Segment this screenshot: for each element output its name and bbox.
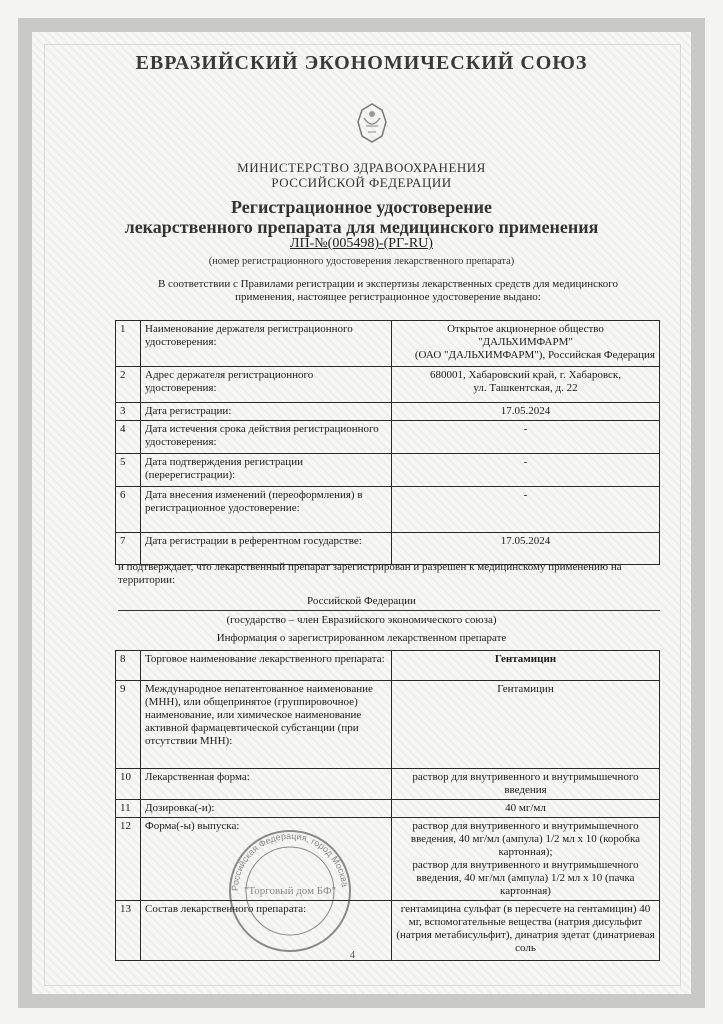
table-row (116, 651, 660, 681)
row-number: 3 (116, 403, 141, 421)
row-value: Гентамицин (392, 681, 660, 769)
table-row (116, 454, 660, 487)
table-row (116, 818, 660, 901)
row-value: - (392, 421, 660, 454)
ministry-name (0, 160, 723, 190)
row-label: Международное непатентованное наименование (МНН), или общепринятое (группировочное) наименование, или химическое наименование активной фармацевтической субстанции (при отсутствии МНН): (141, 681, 392, 769)
table-row (116, 533, 660, 565)
row-value: гентамицина сульфат (в пересчете на гентамицин) 40 мг, вспомогательные вещества (натрия дисульфит (натрия метабисульфит), динатрия эдетат (динатриевая соль (392, 901, 660, 961)
row-value: 17.05.2024 (392, 533, 660, 565)
registration-number-caption: (номер регистрационного удостоверения лекарственного препарата) (208, 256, 515, 267)
ministry-line1: МИНИСТЕРСТВО ЗДРАВООХРАНЕНИЯ (237, 160, 486, 175)
table-row (116, 321, 660, 367)
row-number: 11 (116, 800, 141, 818)
row-value: - (392, 454, 660, 487)
country-caption: (государство – член Евразийского экономического союза) (226, 614, 497, 626)
row-label: Дата внесения изменений (переоформления) в регистрационное удостоверение: (141, 487, 392, 533)
row-number: 9 (116, 681, 141, 769)
row-number: 13 (116, 901, 141, 961)
table-row (116, 681, 660, 769)
row-label: Форма(-ы) выпуска: (141, 818, 392, 901)
svg-text:"Торговый дом БФ": "Торговый дом БФ" (243, 885, 337, 897)
row-label: Дата истечения срока действия регистрационного удостоверения: (141, 421, 392, 454)
page-number: 4 (350, 950, 355, 961)
table-row (116, 901, 660, 961)
registration-number: ЛП-№(005498)-(РГ-RU) (290, 236, 433, 251)
row-label: Дата регистрации в референтном государстве: (141, 533, 392, 565)
row-label: Лекарственная форма: (141, 769, 392, 800)
row-number: 4 (116, 421, 141, 454)
row-label: Дата подтверждения регистрации (перерегистрации): (141, 454, 392, 487)
row-label: Дозировка(-и): (141, 800, 392, 818)
row-number: 10 (116, 769, 141, 800)
row-value: раствор для внутривенного и внутримышечного введения, 40 мг/мл (ампула) 1/2 мл х 10 (коробка картонная); раствор для внутривенного и внутримышечного введения, 40 мг/мл (ампула) 1/2 мл х 10 (пачка картонная) (392, 818, 660, 901)
table-row (116, 769, 660, 800)
company-stamp (225, 826, 355, 956)
drug-info-title: Информация о зарегистрированном лекарственном препарате (216, 632, 507, 644)
ministry-line2: РОССИЙСКОЙ ФЕДЕРАЦИИ (271, 175, 452, 190)
row-number: 12 (116, 818, 141, 901)
union-title: ЕВРАЗИЙСКИЙ ЭКОНОМИЧЕСКИЙ СОЮЗ (135, 52, 588, 74)
row-number: 2 (116, 367, 141, 403)
certificate-title (0, 197, 723, 237)
table-row (116, 487, 660, 533)
table-row (116, 421, 660, 454)
row-number: 5 (116, 454, 141, 487)
table-row (116, 403, 660, 421)
row-value: - (392, 487, 660, 533)
row-label: Наименование держателя регистрационного удостоверения: (141, 321, 392, 367)
svg-text:Российская Федерация, город Мо: Российская Федерация, город Москва (229, 830, 350, 892)
row-label: Торговое наименование лекарственного препарата: (141, 651, 392, 681)
row-number: 8 (116, 651, 141, 681)
table-row (116, 367, 660, 403)
row-label: Состав лекарственного препарата: (141, 901, 392, 961)
country-underline (118, 610, 660, 611)
row-number: 1 (116, 321, 141, 367)
row-label: Дата регистрации: (141, 403, 392, 421)
row-label: Адрес держателя регистрационного удостоверения: (141, 367, 392, 403)
intro-text: В соответствии с Правилами регистрации и экспертизы лекарственных средств для медицинского применения, настоящее регистрационное удостоверение выдано: (157, 278, 619, 303)
table-row (116, 800, 660, 818)
country-name: Российской Федерации (307, 595, 416, 607)
holder-table (115, 320, 660, 565)
row-value: Открытое акционерное общество "ДАЛЬХИМФАРМ" (ОАО "ДАЛЬХИМФАРМ"), Российская Федерация (392, 321, 660, 367)
row-value: 40 мг/мл (392, 800, 660, 818)
row-number: 7 (116, 533, 141, 565)
row-value: раствор для внутривенного и внутримышечного введения (392, 769, 660, 800)
coat-of-arms-icon (352, 100, 392, 146)
row-value: 680001, Хабаровский край, г. Хабаровск, ул. Ташкентская, д. 22 (392, 367, 660, 403)
drug-table (115, 650, 660, 961)
certificate-title-line1: Регистрационное удостоверение (231, 197, 492, 217)
confirmation-text: и подтверждает, что лекарственный препарат зарегистрирован и разрешен к медицинскому применению на территории: (118, 561, 622, 586)
row-value: 17.05.2024 (392, 403, 660, 421)
certificate-title-line2: лекарственного препарата для медицинского применения (124, 217, 599, 237)
row-value: Гентамицин (392, 651, 660, 681)
row-number: 6 (116, 487, 141, 533)
